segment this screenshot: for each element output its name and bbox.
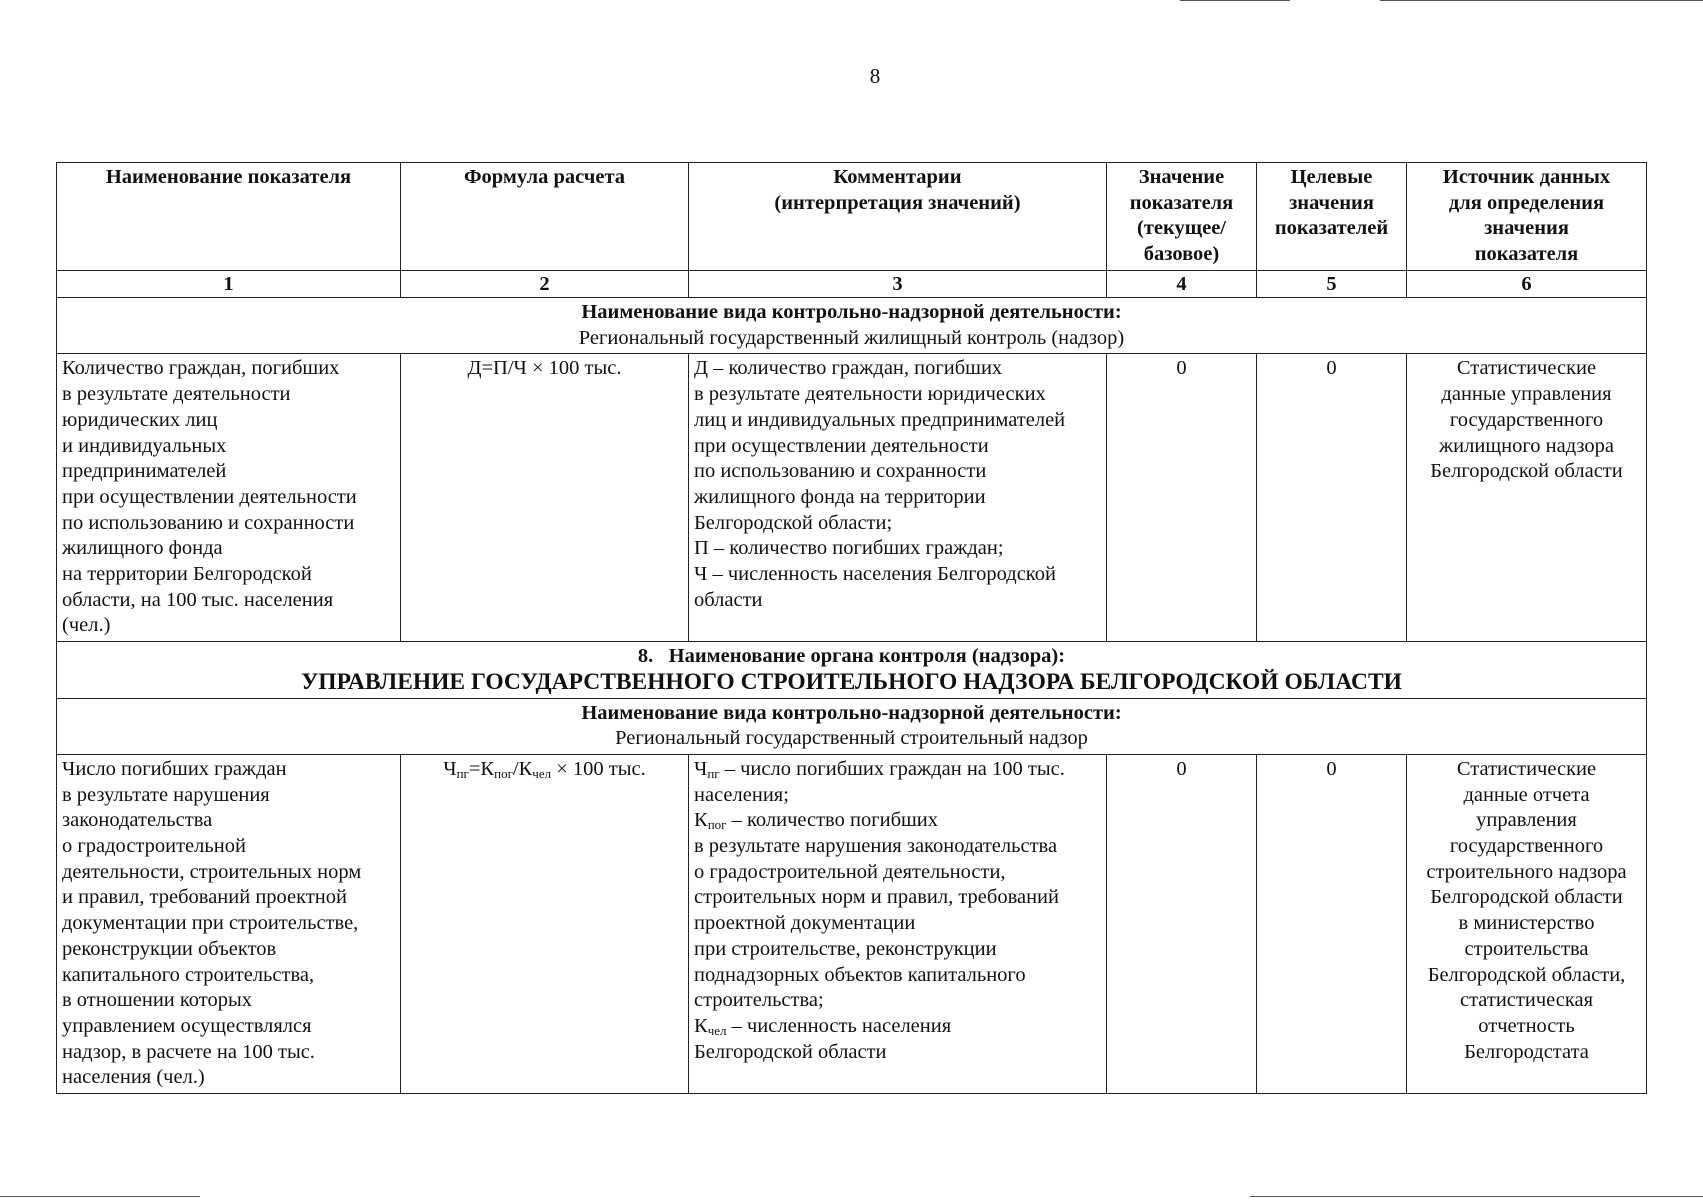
section-subtitle: Региональный государственный жилищный контроль (надзор) xyxy=(578,326,1125,349)
scan-edge-top-right xyxy=(1380,0,1703,1)
header-current-value: Значение показателя (текущее/ базовое) xyxy=(1107,163,1257,271)
column-number: 5 xyxy=(1257,271,1407,298)
target-value: 0 xyxy=(1257,754,1407,1093)
section-title: Наименование вида контрольно-надзорной деятельности: xyxy=(581,301,1122,323)
data-source: Статистические данные отчета управления государственного строительного надзора Белгородской области в министерство строительства Белгородской области, статистическая отчетность Белгородстата xyxy=(1407,754,1647,1093)
data-source: Статистические данные управления государственного жилищного надзора Белгородской области xyxy=(1407,354,1647,642)
section-activity-housing xyxy=(57,298,1647,354)
indicator-name: Количество граждан, погибших в результате деятельности юридических лиц и индивидуальных предпринимателей при осуществлении деятельности по использованию и сохранности жилищного фонда на территории Белгородской области, на 100 тыс. населения (чел.) xyxy=(57,354,401,642)
section-activity-construction xyxy=(57,698,1647,754)
formula: $Ч_{пг}=К_{пог}/К_{чел} \times 100$ тыс. xyxy=(401,754,689,1093)
indicators-table xyxy=(56,162,1647,1094)
section-heading xyxy=(62,644,1641,670)
header-formula: Формула расчета xyxy=(401,163,689,271)
organization-name: УПРАВЛЕНИЕ ГОСУДАРСТВЕННОГО СТРОИТЕЛЬНОГО НАДЗОРА БЕЛГОРОДСКОЙ ОБЛАСТИ xyxy=(301,668,1402,695)
column-number: 4 xyxy=(1107,271,1257,298)
table-header-row xyxy=(57,163,1647,271)
scan-edge-bottom-left xyxy=(0,1196,200,1197)
comment: $Ч_{пг}$ – число погибших граждан на 100 тыс. населения; $К_{пог}$ – количество погибших в результате нарушения законодательства о градостроительной деятельности, строительных норм и правил, требований проектной документации при строительстве, реконструкции поднадзорных объектов капитального строительства; $К_{чел}$ – численность населения Белгородской области xyxy=(689,754,1107,1093)
column-number: 6 xyxy=(1407,271,1647,298)
header-indicator-name: Наименование показателя xyxy=(57,163,401,271)
current-value: 0 xyxy=(1107,354,1257,642)
section-title: Наименование органа контроля (надзора): xyxy=(668,645,1066,668)
page-number: 8 xyxy=(869,64,881,88)
comment: Д – количество граждан, погибших в результате деятельности юридических лиц и индивидуальных предпринимателей при осуществлении деятельности по использованию и сохранности жилищного фонда на территории Белгородской области; П – количество погибших граждан; Ч – численность населения Белгородской области xyxy=(689,354,1107,642)
formula: Д=П/Ч × 100 тыс. xyxy=(401,354,689,642)
header-target-value: Целевые значения показателей xyxy=(1257,163,1407,271)
header-data-source: Источник данных для определения значения показателя xyxy=(1407,163,1647,271)
scan-edge-bottom-right xyxy=(1250,1196,1703,1197)
indicator-name: Число погибших граждан в результате нарушения законодательства о градостроительной деятельности, строительных норм и правил, требований проектной документации при строительстве, реконструкции объектов капитального строительства, в отношении которых управлением осуществлялся надзор, в расчете на 100 тыс. населения (чел.) xyxy=(57,754,401,1093)
column-number: 3 xyxy=(689,271,1107,298)
header-comments: Комментарии (интерпретация значений) xyxy=(689,163,1107,271)
column-number-row xyxy=(57,271,1647,298)
table-row xyxy=(57,754,1647,1093)
section-title: Наименование вида контрольно-надзорной деятельности: xyxy=(581,701,1122,724)
scan-edge-top xyxy=(1180,0,1290,1)
column-number: 1 xyxy=(57,271,401,298)
section-subtitle: Региональный государственный строительный надзор xyxy=(615,727,1088,750)
table-row xyxy=(57,354,1647,642)
section-number: 8. xyxy=(637,645,654,668)
column-number: 2 xyxy=(401,271,689,298)
target-value: 0 xyxy=(1257,354,1407,642)
current-value: 0 xyxy=(1107,754,1257,1093)
section-control-body xyxy=(57,642,1647,698)
